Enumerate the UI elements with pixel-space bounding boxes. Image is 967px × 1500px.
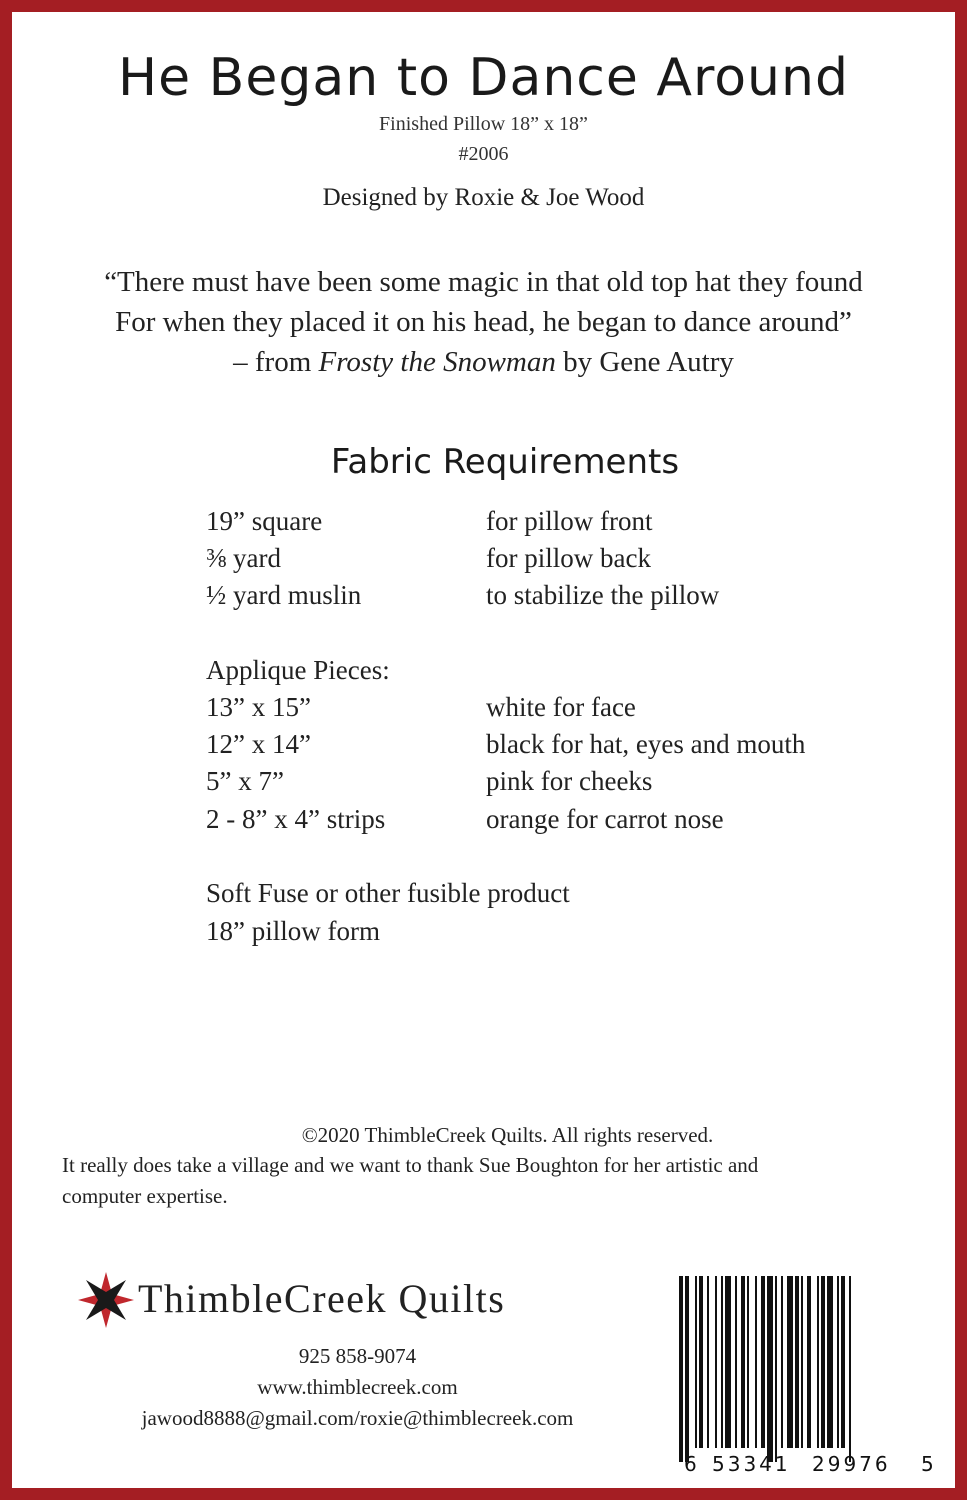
applique-qty: 2 - 8” x 4” strips (206, 804, 386, 834)
barcode-bar (761, 1276, 765, 1448)
company-logo-text: ThimbleCreek Quilts (138, 1276, 506, 1321)
applique-use: pink for cheeks (486, 766, 653, 796)
barcode-group-2: 29976 (812, 1452, 891, 1476)
barcode-bar (827, 1276, 833, 1448)
fabric-qty: ½ yard muslin (206, 580, 362, 610)
barcode-check-digit: 5 (921, 1452, 934, 1476)
barcode-bar (781, 1276, 783, 1448)
pattern-title: He Began to Dance Around (118, 48, 849, 108)
applique-use: orange for carrot nose (486, 804, 724, 834)
finished-size: Finished Pillow 18” x 18” (379, 113, 588, 135)
thanks-line-2: computer expertise. (62, 1184, 228, 1208)
fabric-use: to stabilize the pillow (486, 580, 720, 610)
pattern-number: #2006 (458, 143, 509, 165)
barcode-bar (695, 1276, 697, 1448)
barcode-bar (817, 1276, 819, 1448)
barcode-bar (685, 1276, 689, 1462)
designer-credit: Designed by Roxie & Joe Wood (322, 184, 645, 211)
song-title: Frosty the Snowman (318, 346, 556, 378)
fabric-use: for pillow front (486, 506, 653, 536)
quote-attribution (0, 342, 967, 382)
applique-qty: 5” x 7” (206, 766, 284, 796)
copyright-notice: ©2020 ThimbleCreek Quilts. All rights reserved. (301, 1123, 714, 1147)
quote-block (0, 262, 967, 382)
attribution-prefix: – from (233, 346, 319, 378)
applique-qty: 13” x 15” (206, 692, 311, 722)
fabric-requirements-heading: Fabric Requirements (330, 442, 680, 482)
barcode-bar (707, 1276, 709, 1448)
barcode-bar (849, 1276, 851, 1462)
quote-line-1: “There must have been some magic in that old top hat they found (104, 266, 863, 298)
fabric-use: for pillow back (486, 543, 651, 573)
barcode-bar (735, 1276, 737, 1448)
barcode-bar (741, 1276, 745, 1448)
barcode-bar (721, 1276, 723, 1448)
applique-heading: Applique Pieces: (206, 655, 390, 685)
quote-line-2: For when they placed it on his head, he began to dance around” (115, 306, 852, 338)
star-logo-icon (76, 1270, 136, 1330)
barcode-image (677, 1276, 911, 1466)
barcode-bar (787, 1276, 793, 1448)
barcode-bar (755, 1276, 757, 1448)
barcode-bar (715, 1276, 717, 1448)
barcode-bar (807, 1276, 811, 1448)
barcode-group-1: 53341 (712, 1452, 791, 1476)
fabric-qty: 19” square (206, 506, 323, 536)
phone-number: 925 858-9074 (298, 1344, 417, 1368)
applique-qty: 12” x 14” (206, 729, 311, 759)
thanks-line-1: It really does take a village and we want to thank Sue Boughton for her artistic and (62, 1153, 759, 1177)
barcode-bar (841, 1276, 845, 1448)
barcode-bar (801, 1276, 803, 1448)
barcode-bar (699, 1276, 703, 1448)
fabric-qty: ⅜ yard (206, 543, 281, 573)
barcode-bar (821, 1276, 825, 1448)
website-link[interactable]: www.thimblecreek.com (257, 1375, 458, 1399)
barcode-bar (795, 1276, 799, 1448)
barcode-bar (775, 1276, 777, 1462)
barcode-lead-digit: 6 (684, 1452, 697, 1476)
barcode-bar (767, 1276, 773, 1462)
applique-use: black for hat, eyes and mouth (486, 729, 806, 759)
applique-use: white for face (486, 692, 636, 722)
email-address[interactable]: jawood8888@gmail.com/roxie@thimblecreek.com (141, 1406, 574, 1430)
other-item: 18” pillow form (206, 916, 380, 946)
barcode-bar (725, 1276, 731, 1448)
other-item: Soft Fuse or other fusible product (206, 878, 570, 908)
barcode-bar (837, 1276, 839, 1448)
barcode-bar (747, 1276, 749, 1448)
attribution-suffix: by Gene Autry (555, 346, 734, 378)
barcode-bar (679, 1276, 683, 1462)
